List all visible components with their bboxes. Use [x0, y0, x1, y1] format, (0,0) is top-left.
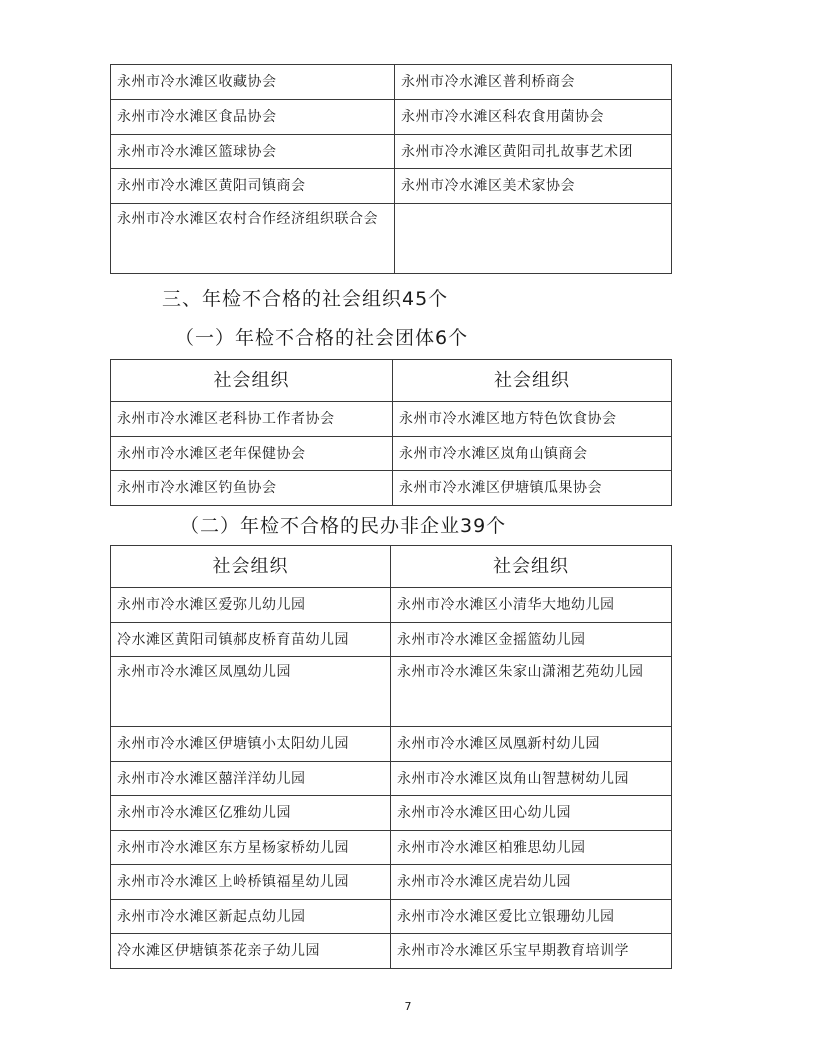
- table-cell: 永州市冷水滩区收藏协会: [111, 65, 395, 100]
- table-cell: 冷水滩区伊塘镇茶花亲子幼儿园: [111, 934, 391, 969]
- table-cell: 永州市冷水滩区农村合作经济组织联合会: [111, 204, 395, 274]
- table-cell: 永州市冷水滩区黄阳司扎故事艺术团: [395, 135, 672, 169]
- table-cell: [395, 204, 672, 274]
- table-row: [111, 65, 672, 100]
- table-cell: 永州市冷水滩区金摇篮幼儿园: [391, 623, 672, 657]
- table-cell: 永州市冷水滩区小清华大地幼儿园: [391, 588, 672, 623]
- table-cell: 永州市冷水滩区地方特色饮食协会: [393, 402, 672, 437]
- table-cell: 永州市冷水滩区黄阳司镇商会: [111, 169, 395, 204]
- table-row: [111, 100, 672, 135]
- table-continued-organizations: [110, 64, 672, 274]
- table-row: [111, 865, 672, 900]
- table-cell: 永州市冷水滩区老年保健协会: [111, 437, 393, 471]
- table-cell: 永州市冷水滩区柏雅思幼儿园: [391, 831, 672, 865]
- table-cell: 永州市冷水滩区凤凰幼儿园: [111, 657, 391, 727]
- table-cell: 永州市冷水滩区伊塘镇小太阳幼儿园: [111, 727, 391, 762]
- table-cell: 永州市冷水滩区篮球协会: [111, 135, 395, 169]
- page-number: 7: [404, 1000, 412, 1013]
- table-private-nonenterprise: [110, 545, 672, 969]
- table-cell: 永州市冷水滩区东方星杨家桥幼儿园: [111, 831, 391, 865]
- table-row: [111, 934, 672, 969]
- table-row: [111, 623, 672, 657]
- table-row: [111, 900, 672, 934]
- table-cell: 永州市冷水滩区普利桥商会: [395, 65, 672, 100]
- table-cell: 永州市冷水滩区爱比立银珊幼儿园: [391, 900, 672, 934]
- table-row: [111, 796, 672, 831]
- column-header: 社会组织: [391, 546, 672, 588]
- subsection-heading-social-groups: （一）年检不合格的社会团体6个: [175, 327, 469, 349]
- table-row: [111, 402, 672, 437]
- table-cell: 永州市冷水滩区上岭桥镇福星幼儿园: [111, 865, 391, 900]
- table-cell: 永州市冷水滩区虎岩幼儿园: [391, 865, 672, 900]
- table-cell: 永州市冷水滩区岚角山智慧树幼儿园: [391, 762, 672, 796]
- table-header-row: [111, 360, 672, 402]
- table-row: [111, 831, 672, 865]
- table-cell: 永州市冷水滩区凤凰新村幼儿园: [391, 727, 672, 762]
- table-cell: 永州市冷水滩区美术家协会: [395, 169, 672, 204]
- table-row: [111, 204, 672, 274]
- table-row: [111, 727, 672, 762]
- subsection-heading-private-nonenterprise: （二）年检不合格的民办非企业39个: [180, 515, 507, 537]
- table-cell: 永州市冷水滩区伊塘镇瓜果协会: [393, 471, 672, 506]
- table-row: [111, 588, 672, 623]
- table-cell: 永州市冷水滩区囍洋洋幼儿园: [111, 762, 391, 796]
- table-cell: 永州市冷水滩区田心幼儿园: [391, 796, 672, 831]
- table-cell: 冷水滩区黄阳司镇郝皮桥育苗幼儿园: [111, 623, 391, 657]
- table-cell: 永州市冷水滩区新起点幼儿园: [111, 900, 391, 934]
- column-header: 社会组织: [111, 546, 391, 588]
- table-cell: 永州市冷水滩区科农食用菌协会: [395, 100, 672, 135]
- table-row: [111, 437, 672, 471]
- table-cell: 永州市冷水滩区乐宝早期教育培训学: [391, 934, 672, 969]
- section-heading: 三、年检不合格的社会组织45个: [162, 288, 449, 310]
- column-header: 社会组织: [393, 360, 672, 402]
- table-social-groups: [110, 359, 672, 506]
- table-cell: 永州市冷水滩区老科协工作者协会: [111, 402, 393, 437]
- table-row: [111, 135, 672, 169]
- table-row: [111, 471, 672, 506]
- column-header: 社会组织: [111, 360, 393, 402]
- table-header-row: [111, 546, 672, 588]
- table-cell: 永州市冷水滩区钓鱼协会: [111, 471, 393, 506]
- table-cell: 永州市冷水滩区岚角山镇商会: [393, 437, 672, 471]
- table-cell: 永州市冷水滩区爱弥儿幼儿园: [111, 588, 391, 623]
- table-cell: 永州市冷水滩区食品协会: [111, 100, 395, 135]
- table-row: [111, 762, 672, 796]
- table-row: [111, 169, 672, 204]
- table-cell: 永州市冷水滩区亿雅幼儿园: [111, 796, 391, 831]
- table-cell: 永州市冷水滩区朱家山潇湘艺苑幼儿园: [391, 657, 672, 727]
- table-row: [111, 657, 672, 727]
